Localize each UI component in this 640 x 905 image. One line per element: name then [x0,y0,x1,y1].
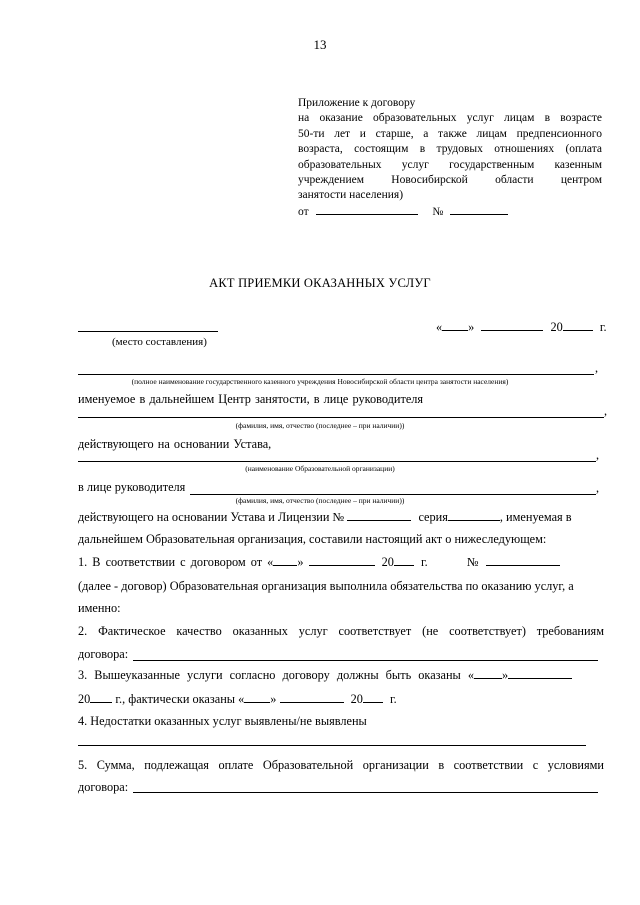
item-4-text: 4. Недостатки оказанных услуг выявлены/не выявлены [78,714,367,728]
comma: , [596,448,600,462]
appendix-line: Приложение к договору [298,97,416,109]
item-1-line-1 [78,555,560,570]
actual-day-field[interactable] [244,692,270,703]
from-label: от [298,205,309,218]
appendix-header [298,96,602,220]
year-prefix: 20 [550,320,563,334]
acting-line-2 [78,510,572,525]
item-1-text: 1. В соответствии с договором от « [78,555,274,569]
contract-year-field[interactable] [394,555,414,566]
comma: , [595,361,599,375]
actual-year-field[interactable] [363,692,383,703]
quote-close: » [468,320,475,334]
center-name-field[interactable] [78,374,594,375]
year-suffix: г. [421,555,428,569]
director-name-field-2[interactable] [190,494,596,495]
number-label: № [466,555,479,569]
number-label: № [432,205,444,218]
act-date [436,320,607,335]
acting-text-1: действующего на основании Устава, [78,437,272,451]
license-text: действующего на основании Устава и Лицензии № [78,510,345,524]
appendix-line: занятости населения) [298,189,404,202]
contract-day-field[interactable] [273,555,297,566]
document-title: АКТ ПРИЕМКИ ОКАЗАННЫХ УСЛУГ [209,276,431,290]
day-field[interactable] [442,320,468,331]
named-text: именуемое в дальнейшем Центр занятости, в лице руководителя [78,392,424,406]
contract-month-field[interactable] [309,555,375,566]
appendix-line: возраста, состоящим в трудовых отношениях (оплата [298,143,602,156]
quote-open: « [436,320,443,334]
due-month-field[interactable] [508,668,572,679]
month-field[interactable] [481,320,543,331]
appendix-line: на оказание образовательных услуг лицам в возрасте [298,112,602,125]
year-prefix: 20 [350,692,363,706]
contract-date-field[interactable] [316,204,418,215]
quality-field[interactable] [133,660,598,661]
item-2-line-1: 2. Фактическое качество оказанных услуг соответствует (не соответствует) требованиям [78,624,604,638]
item-3-line-2 [78,692,397,707]
item-1-line-2: (далее - договор) Образовательная организация выполнила обязательства по оказанию услуг, а [78,579,574,593]
appendix-line: учреждением Новосибирской области центром [298,174,602,187]
license-number-field[interactable] [347,510,411,521]
year-suffix: г. [599,320,607,334]
year-prefix: 20 [78,692,91,706]
place-caption: (место составления) [112,336,207,348]
series-field[interactable] [448,510,500,521]
comma: , [604,404,608,418]
series-label: серия [418,510,448,524]
quote-close: » [502,668,509,682]
amount-field[interactable] [133,792,598,793]
page-number: 13 [313,37,327,52]
appendix-line: 50-ти лет и старше, а также лицам предпенсионного [298,127,602,140]
center-caption: (полное наименование государственного казенного учреждения Новосибирской области центра занятости населения) [131,377,509,386]
comma: , [596,481,600,495]
item-1-line-3: именно: [78,601,121,615]
organization-name-field[interactable] [78,461,596,462]
acting-line-3: дальнейшем Образовательная организация, составили настоящий акт о нижеследующем: [78,532,547,546]
organization-caption: (наименование Образовательной организации) [245,464,395,473]
year-prefix: 20 [381,555,394,569]
contract-number-field[interactable] [486,555,560,566]
appendix-line: образовательных услуг государственным казенным [298,158,602,171]
actual-text: г., фактически оказаны « [115,692,245,706]
director-name-field-1[interactable] [78,417,604,418]
director-caption-1: (фамилия, имя, отчество (последнее – при наличии)) [235,421,405,430]
quote-close: » [270,692,277,706]
deficiencies-field[interactable] [78,745,586,746]
contract-number-field[interactable] [450,204,508,215]
item-3-line-1 [78,668,572,683]
item-5-line-1: 5. Сумма, подлежащая оплате Образовательной организации в соответствии с условиями [78,758,604,772]
year-suffix: г. [389,692,397,706]
due-year-field[interactable] [90,692,112,703]
item-2-label: договора: [78,647,129,661]
item-3-text: 3. Вышеуказанные услуги согласно договору должны быть оказаны « [78,668,475,682]
appendix-date-line [298,204,602,220]
quote-close: » [297,555,304,569]
actual-month-field[interactable] [280,692,344,703]
place-field[interactable] [78,331,218,332]
year-field[interactable] [563,320,593,331]
head-label: в лице руководителя [78,480,186,494]
named-as-text: , именуемая в [499,510,572,524]
due-day-field[interactable] [474,668,502,679]
director-caption-2: (фамилия, имя, отчество (последнее – при наличии)) [235,496,405,505]
item-5-label: договора: [78,780,129,794]
